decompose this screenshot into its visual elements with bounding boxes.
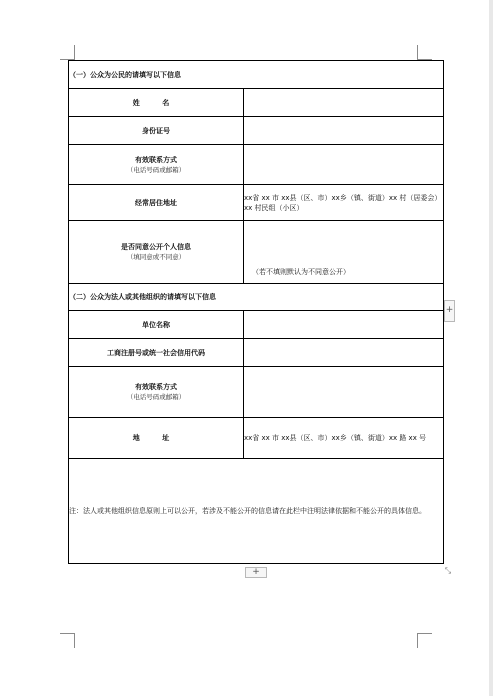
table-resize-icon[interactable]: ⤡: [444, 566, 452, 575]
table-row: [69, 284, 444, 311]
org-name-label: 单位名称: [69, 311, 244, 339]
name-field[interactable]: [244, 89, 444, 117]
table-row: [69, 459, 444, 564]
crop-mark-bottom-left: [60, 633, 75, 648]
crop-mark-top-left: [60, 45, 75, 60]
information-form-table: [68, 60, 444, 564]
table-row: [69, 89, 444, 117]
contact-field[interactable]: [244, 145, 444, 185]
consent-label: [69, 221, 244, 284]
table-row: [69, 145, 444, 185]
org-contact-sub-label: （电话号码或邮箱）: [126, 393, 186, 401]
org-contact-label: [69, 367, 244, 418]
name-label-text: 姓 名: [132, 98, 180, 107]
address-field[interactable]: xx省 xx 市 xx县（区、市）xx乡（镇、街道）xx 村（居委会）xx 村民组（小区）: [244, 185, 444, 221]
crop-mark-bottom-right: [417, 633, 432, 648]
add-column-button[interactable]: +: [444, 300, 455, 322]
table-row: [69, 311, 444, 339]
section1-title: （一）公众为公民的请填写以下信息: [69, 61, 444, 89]
reg-number-field[interactable]: [244, 339, 444, 367]
table-row: [69, 339, 444, 367]
table-row: [69, 117, 444, 145]
reg-number-label: 工商注册号或统一社会信用代码: [69, 339, 244, 367]
consent-label-text: 是否同意公开个人信息: [121, 243, 191, 251]
note-cell[interactable]: 注：法人或其他组织信息原则上可以公开，若涉及不能公开的信息请在此栏中注明法律依据和不能公开的具体信息。: [69, 459, 444, 564]
contact-sub-label: （电话号码或邮箱）: [126, 165, 186, 174]
contact-label: [69, 145, 244, 185]
table-row: [69, 185, 444, 221]
address-label: 经常居住地址: [69, 185, 244, 221]
crop-mark-top-right: [417, 45, 432, 60]
name-label: [69, 89, 244, 117]
org-address-label: [69, 418, 244, 459]
section2-title: （二）公众为法人或其他组织的请填写以下信息: [69, 284, 444, 311]
org-address-field[interactable]: xx省 xx 市 xx县（区、市）xx乡（镇、街道）xx 路 xx 号: [244, 418, 444, 459]
page-edge: [489, 0, 493, 696]
table-row: [69, 61, 444, 89]
org-address-label-text: 地 址: [132, 434, 180, 442]
org-contact-field[interactable]: [244, 367, 444, 418]
id-label: 身份证号: [69, 117, 244, 145]
consent-sub-label: （填同意或不同意）: [126, 253, 186, 261]
table-row: [69, 418, 444, 459]
table-row: [69, 367, 444, 418]
org-name-field[interactable]: [244, 311, 444, 339]
consent-field[interactable]: （若不填则默认为不同意公开）: [244, 221, 444, 284]
contact-label-text: 有效联系方式: [135, 155, 177, 164]
org-contact-label-text: 有效联系方式: [135, 383, 177, 391]
add-row-button[interactable]: +: [245, 567, 267, 578]
table-row: [69, 221, 444, 284]
id-field[interactable]: [244, 117, 444, 145]
